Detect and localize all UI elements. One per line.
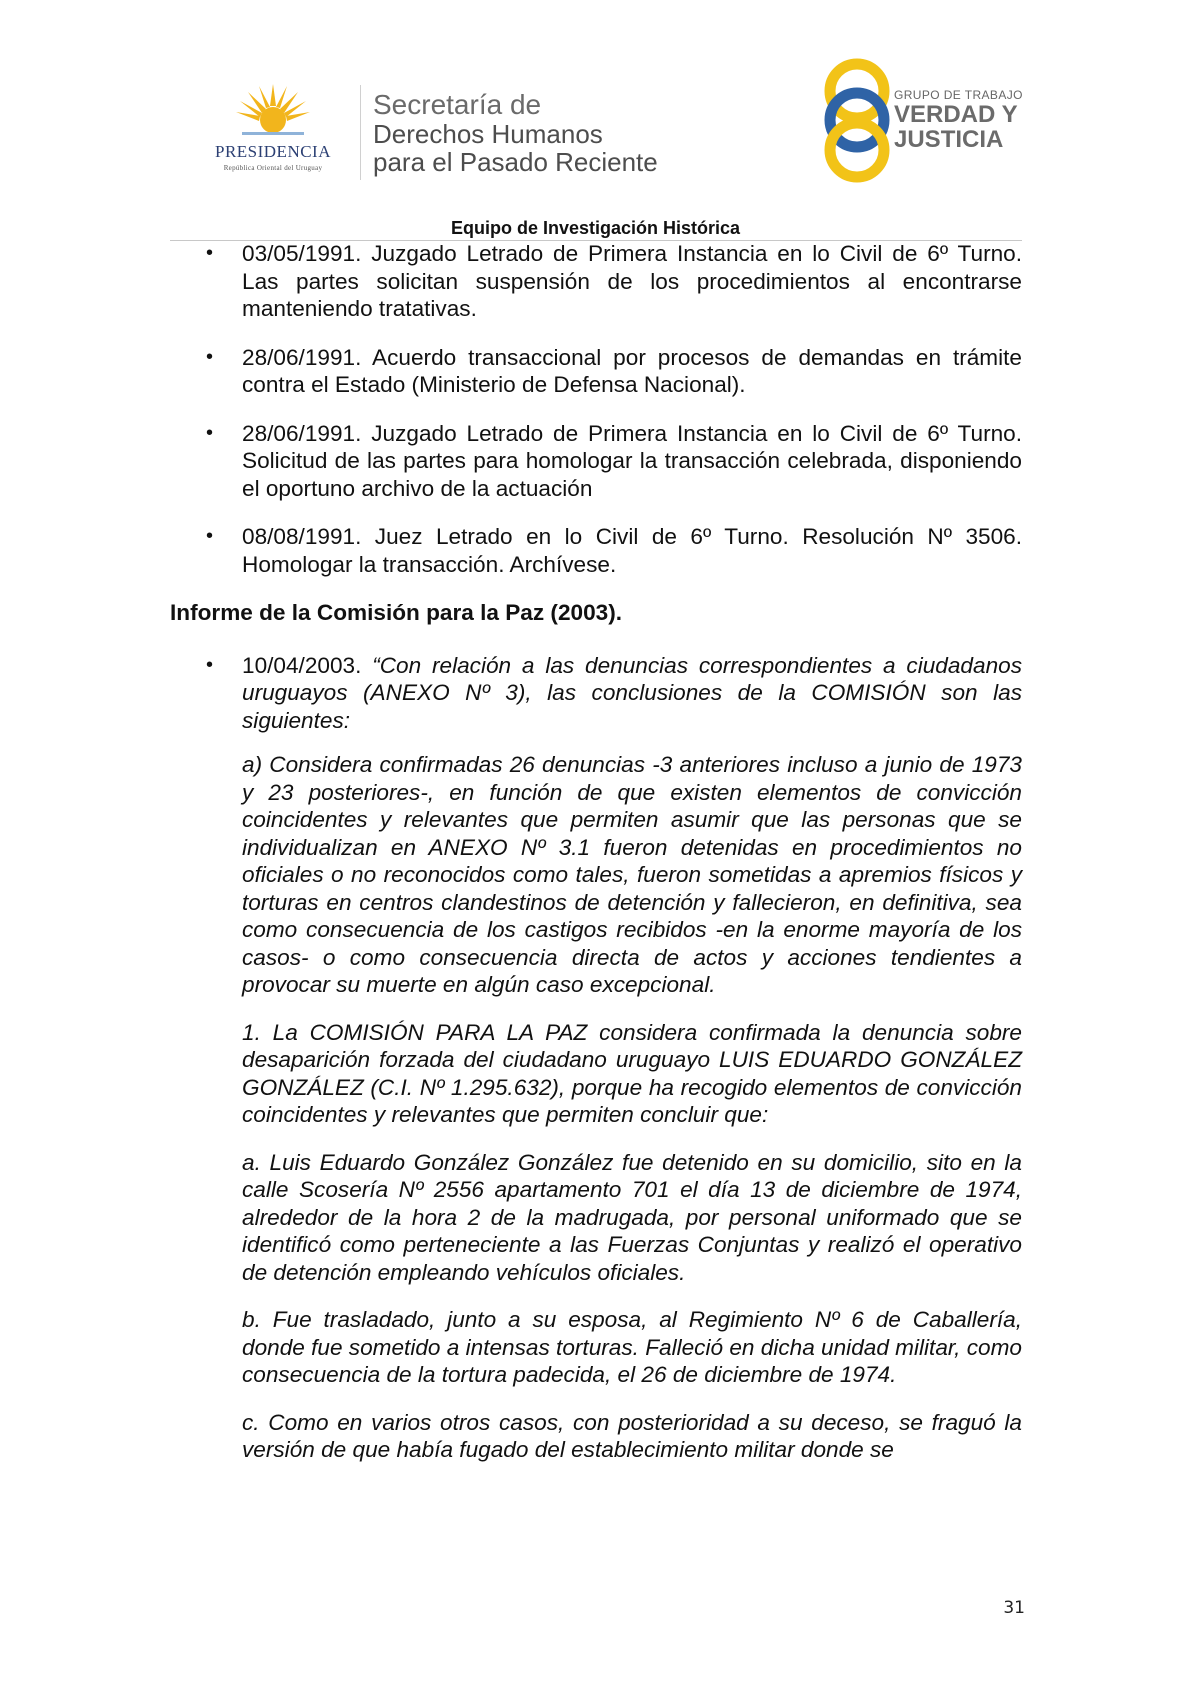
gtvj-line-2: VERDAD Y (894, 101, 1018, 128)
list-item (170, 652, 1022, 735)
team-heading: Equipo de Investigación Histórica (450, 218, 741, 238)
list-item: • 28/06/1991. Acuerdo transaccional por procesos de demandas en trámite contra el Estado (Ministerio de Defensa Nacional). (170, 344, 1022, 399)
list-item: • 08/08/1991. Juez Letrado en lo Civil de 6º Turno. Resolución Nº 3506. Homologar la transacción. Archívese. (170, 523, 1022, 578)
verdad-justicia-logo (822, 58, 1022, 183)
secretaria-line-3: para el Pasado Reciente (373, 147, 658, 177)
sun-icon (234, 82, 312, 140)
commission-intro: “Con relación a las denuncias correspondientes a ciudadanos uruguayos (ANEXO Nº 3), las conclusiones de la COMISIÓN son las siguientes: (242, 652, 1022, 733)
gtvj-line-1: GRUPO DE TRABAJO (894, 88, 1023, 102)
commission-paragraph: a. Luis Eduardo González González fue detenido en su domicilio, sito en la calle Scosería Nº 2556 apartamento 701 el día 13 de diciembre de 1974, alrededor de la hora 2 de la madrugada, por personal uniformado que se identificó como perteneciente a las Fuerzas Conjuntas y realizó el operativo de detención empleando vehículos oficiales. (242, 1149, 1022, 1285)
commission-paragraph: 1. La COMISIÓN PARA LA PAZ considera confirmada la denuncia sobre desaparición forzada del ciudadano uruguayo LUIS EDUARDO GONZÁLEZ GONZÁLEZ (C.I. Nº 1.295.632), porque ha recogido elementos de convicción coincidentes y relevantes que permiten concluir que: (242, 1019, 1022, 1127)
section-title: Informe de la Comisión para la Paz (2003). (170, 600, 623, 625)
secretaria-line-1: Secretaría de (373, 89, 542, 120)
presidencia-wordmark: PRESIDENCIA (214, 142, 331, 161)
page-number: 31 (1003, 1598, 1025, 1618)
secretaria-logo (373, 90, 658, 176)
commission-paragraph: b. Fue trasladado, junto a su esposa, al Regimiento Nº 6 de Caballería, donde fue sometido a intensas torturas. Falleció en dicha unidad militar, como consecuencia de la tortura padecida, el 26 de diciembre de 1974. (242, 1307, 1022, 1387)
chronology-list (170, 240, 1022, 578)
rings-icon (822, 58, 892, 183)
commission-list (170, 652, 1022, 735)
presidencia-subtitle: República Oriental del Uruguay (223, 164, 323, 172)
commission-paragraph: a) Considera confirmadas 26 denuncias -3 anteriores incluso a junio de 1973 y 23 posteriores-, en función de que existen elementos de convicción coincidentes y relevantes que permiten asumir que las personas que se individualizan en ANEXO Nº 3.1 fueron detenidas en procedimientos no oficiales o no reconocidos como tales, fueron sometidas a apremios físicos y torturas en centros clandestinos de detención y fallecieron, en definitiva, sea como consecuencia de los castigos recibidos -en la enorme mayoría de los casos- o como consecuencia directa de actos y acciones tendientes a provocar su muerte en algún caso excepcional. (242, 752, 1022, 997)
commission-paragraph: c. Como en varios otros casos, con posterioridad a su deceso, se fraguó la versión de que había fugado del establecimiento militar donde se (242, 1409, 1022, 1462)
header-divider (360, 85, 361, 180)
commission-date: 10/04/2003. (242, 652, 362, 678)
document-body (170, 240, 1022, 1484)
list-item: • 03/05/1991. Juzgado Letrado de Primera Instancia en lo Civil de 6º Turno. Las partes solicitan suspensión de los procedimientos al encontrarse manteniendo tratativas. (170, 240, 1022, 323)
secretaria-line-2: Derechos Humanos (373, 119, 603, 149)
list-item: • 28/06/1991. Juzgado Letrado de Primera Instancia en lo Civil de 6º Turno. Solicitud de las partes para homologar la transacción celebrada, disponiendo el oportuno archivo de la actuación (170, 420, 1022, 503)
gtvj-line-3: JUSTICIA (894, 126, 1004, 153)
presidencia-logo (196, 82, 350, 174)
